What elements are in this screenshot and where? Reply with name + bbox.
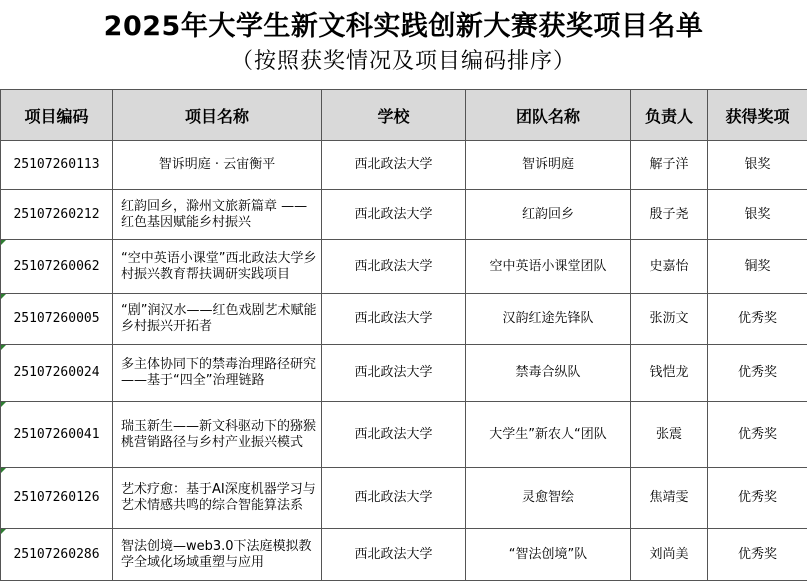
cell-leader[interactable]: 殷子尧 bbox=[631, 190, 708, 240]
cell-team[interactable]: 大学生”新农人“团队 bbox=[466, 402, 631, 468]
cell-school[interactable]: 西北政法大学 bbox=[322, 402, 466, 468]
cell-project-name[interactable]: 多主体协同下的禁毒治理路径研究——基于“四全”治理链路 bbox=[113, 345, 322, 402]
cell-school[interactable]: 西北政法大学 bbox=[322, 240, 466, 294]
cell-award[interactable]: 优秀奖 bbox=[708, 345, 807, 402]
cell-award[interactable]: 优秀奖 bbox=[708, 468, 807, 529]
cell-code-text: 25107260005 bbox=[13, 311, 100, 326]
cell-team[interactable]: 智诉明庭 bbox=[466, 141, 631, 190]
cell-project-name[interactable]: 红韵回乡，滁州文旅新篇章 —— 红色基因赋能乡村振兴 bbox=[113, 190, 322, 240]
cell-marker-icon bbox=[1, 240, 6, 245]
cell-code[interactable]: 25107260212 bbox=[1, 190, 113, 240]
cell-award[interactable]: 优秀奖 bbox=[708, 294, 807, 345]
cell-leader[interactable]: 刘尚美 bbox=[631, 529, 708, 581]
header-leader: 负责人 bbox=[631, 90, 708, 141]
cell-award[interactable]: 优秀奖 bbox=[708, 529, 807, 581]
cell-code[interactable]: 25107260113 bbox=[1, 141, 113, 190]
table-row bbox=[1, 402, 807, 468]
cell-school[interactable]: 西北政法大学 bbox=[322, 345, 466, 402]
cell-team[interactable]: 红韵回乡 bbox=[466, 190, 631, 240]
cell-marker-icon bbox=[1, 345, 6, 350]
cell-code[interactable] bbox=[1, 402, 113, 468]
cell-code[interactable] bbox=[1, 468, 113, 529]
cell-leader[interactable]: 史嘉怡 bbox=[631, 240, 708, 294]
cell-team[interactable]: 空中英语小课堂团队 bbox=[466, 240, 631, 294]
cell-marker-icon bbox=[1, 468, 6, 473]
cell-team[interactable]: 禁毒合纵队 bbox=[466, 345, 631, 402]
cell-school[interactable]: 西北政法大学 bbox=[322, 190, 466, 240]
cell-leader[interactable]: 解子洋 bbox=[631, 141, 708, 190]
cell-project-name[interactable]: 智法创境—web3.0下法庭模拟教学全域化场域重塑与应用 bbox=[113, 529, 322, 581]
cell-award[interactable]: 铜奖 bbox=[708, 240, 807, 294]
cell-code-text: 25107260041 bbox=[13, 426, 100, 442]
cell-project-name[interactable]: 瑞玉新生——新文科驱动下的猕猴桃营销路径与乡村产业振兴模式 bbox=[113, 402, 322, 468]
header-name: 项目名称 bbox=[113, 90, 322, 141]
cell-code-text: 25107260126 bbox=[13, 490, 100, 505]
cell-project-name[interactable]: 艺术疗愈：基于AI深度机器学习与艺术情感共鸣的综合智能算法系 bbox=[113, 468, 322, 529]
cell-school[interactable]: 西北政法大学 bbox=[322, 468, 466, 529]
cell-code[interactable] bbox=[1, 240, 113, 294]
header-award: 获得奖项 bbox=[708, 90, 807, 141]
table-row bbox=[1, 240, 807, 294]
cell-award[interactable]: 银奖 bbox=[708, 190, 807, 240]
cell-project-name[interactable]: “空中英语小课堂”西北政法大学乡村振兴教育帮扶调研实践项目 bbox=[113, 240, 322, 294]
cell-leader[interactable]: 钱恺龙 bbox=[631, 345, 708, 402]
cell-team[interactable]: 汉韵红途先锋队 bbox=[466, 294, 631, 345]
cell-code[interactable] bbox=[1, 529, 113, 581]
table-row bbox=[1, 141, 807, 190]
table-row bbox=[1, 345, 807, 402]
cell-school[interactable]: 西北政法大学 bbox=[322, 141, 466, 190]
table-row bbox=[1, 294, 807, 345]
cell-leader[interactable]: 焦靖雯 bbox=[631, 468, 708, 529]
cell-code-text: 25107260062 bbox=[13, 258, 100, 274]
table-row bbox=[1, 468, 807, 529]
award-table bbox=[0, 89, 807, 581]
cell-code[interactable] bbox=[1, 345, 113, 402]
page-title: 2025年大学生新文科实践创新大赛获奖项目名单 bbox=[103, 11, 704, 42]
cell-award[interactable]: 优秀奖 bbox=[708, 402, 807, 468]
cell-code-text: 25107260286 bbox=[13, 546, 100, 562]
table-row bbox=[1, 190, 807, 240]
cell-code-text: 25107260024 bbox=[13, 365, 100, 380]
cell-leader[interactable]: 张震 bbox=[631, 402, 708, 468]
header-school: 学校 bbox=[322, 90, 466, 141]
cell-team[interactable]: “智法创境”队 bbox=[466, 529, 631, 581]
cell-school[interactable]: 西北政法大学 bbox=[322, 294, 466, 345]
cell-marker-icon bbox=[1, 294, 6, 299]
cell-code[interactable] bbox=[1, 294, 113, 345]
table-row bbox=[1, 529, 807, 581]
cell-marker-icon bbox=[1, 529, 6, 534]
cell-marker-icon bbox=[1, 402, 6, 407]
header-code: 项目编码 bbox=[1, 90, 113, 141]
cell-team[interactable]: 灵愈智绘 bbox=[466, 468, 631, 529]
header-team: 团队名称 bbox=[466, 90, 631, 141]
cell-school[interactable]: 西北政法大学 bbox=[322, 529, 466, 581]
cell-leader[interactable]: 张沥文 bbox=[631, 294, 708, 345]
cell-project-name[interactable]: “剧”润汉水——红色戏剧艺术赋能乡村振兴开拓者 bbox=[113, 294, 322, 345]
cell-project-name[interactable]: 智诉明庭 · 云宙衡平 bbox=[113, 141, 322, 190]
cell-award[interactable]: 银奖 bbox=[708, 141, 807, 190]
table-header-row bbox=[1, 90, 807, 141]
page-subtitle: （按照获奖情况及项目编码排序） bbox=[230, 49, 576, 74]
